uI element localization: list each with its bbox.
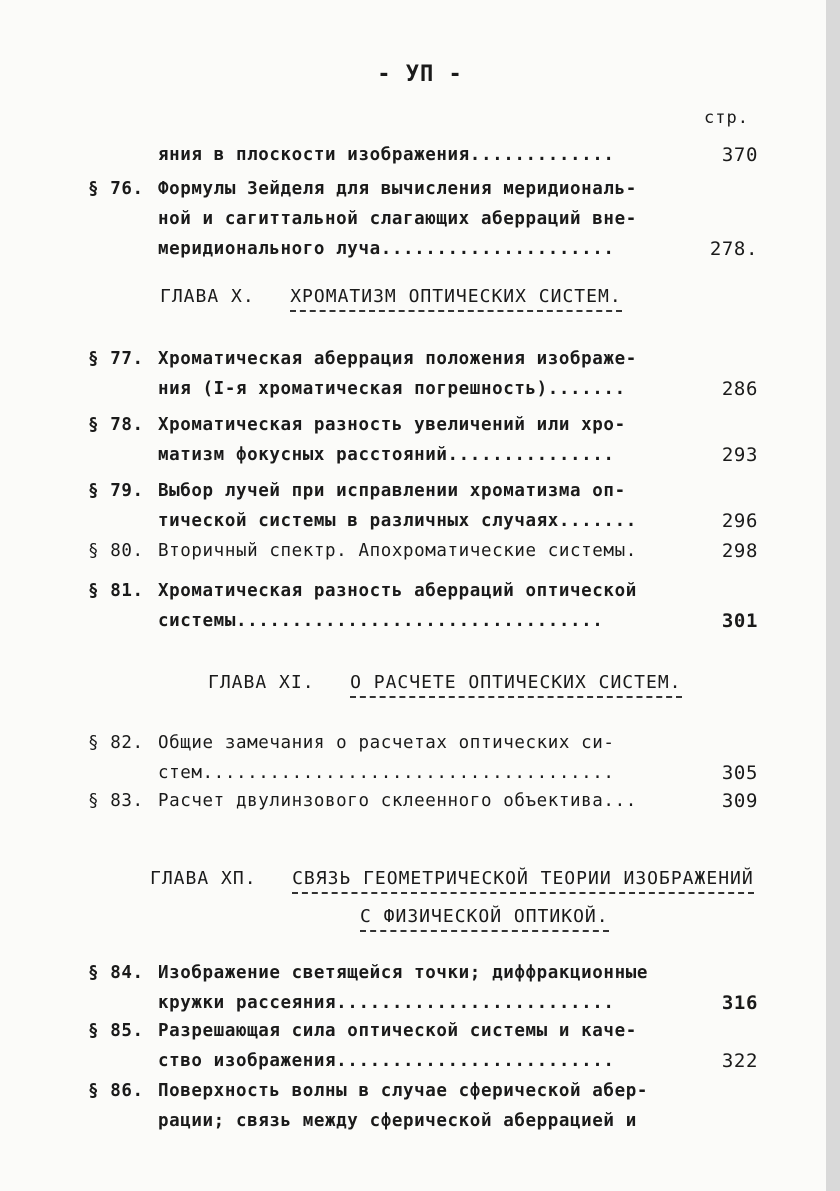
toc-entry: [88, 344, 758, 404]
section-number: § 85.: [88, 1021, 144, 1041]
toc-entry: [88, 476, 758, 536]
section-number: § 77.: [88, 349, 144, 369]
page-column-label: стр.: [704, 108, 749, 128]
chapter-heading-continuation: [360, 906, 609, 927]
section-number: § 81.: [88, 581, 144, 601]
entry-page: 322: [721, 1050, 758, 1072]
entry-page: 305: [721, 762, 758, 784]
chapter-heading: [150, 868, 754, 889]
toc-entry: [88, 1076, 758, 1136]
chapter-title: ХРОМАТИЗМ ОПТИЧЕСКИХ СИСТЕМ.: [290, 286, 621, 312]
entry-text: Поверхность волны в случае сферической абер- рации; связь между сферической аберрацией и: [158, 1081, 648, 1131]
entry-text: Изображение светящейся точки; диффракционные кружки рассеяния.........................: [158, 963, 648, 1013]
entry-page: 316: [721, 992, 758, 1014]
toc-entry: [88, 576, 758, 636]
toc-entry: [88, 140, 758, 170]
entry-text: Общие замечания о расчетах оптических си- стем.....................................: [158, 733, 615, 783]
entry-page: 286: [721, 378, 758, 400]
entry-page: 296: [721, 510, 758, 532]
toc-entry: [88, 410, 758, 470]
chapter-heading: [208, 672, 682, 693]
entry-text: Выбор лучей при исправлении хроматизма оп- тической системы в различных случаях.......: [158, 481, 637, 531]
entry-page: 309: [721, 790, 758, 812]
entry-text: Разрешающая сила оптической системы и каче- ство изображения.........................: [158, 1021, 637, 1071]
entry-page: 301: [721, 610, 758, 632]
chapter-title: СВЯЗЬ ГЕОМЕТРИЧЕСКОЙ ТЕОРИИ ИЗОБРАЖЕНИЙ: [292, 868, 754, 894]
entry-text: Расчет двулинзового склеенного объектива...: [158, 791, 637, 811]
section-number: § 76.: [88, 179, 144, 199]
entry-text: Формулы Зейделя для вычисления меридиональ- ной и сагиттальной слагающих аберраций вне- меридионального луча.....................: [158, 179, 637, 259]
chapter-label: ГЛАВА XП.: [150, 868, 257, 889]
section-number: § 82.: [88, 733, 144, 753]
entry-text: Хроматическая разность аберраций оптической системы.................................: [158, 581, 637, 631]
entry-text: Хроматическая аберрация положения изображе- ния (I-я хроматическая погрешность).......: [158, 349, 637, 399]
chapter-label: ГЛАВА XI.: [208, 672, 315, 693]
section-number: § 83.: [88, 791, 144, 811]
entry-page: 298: [721, 540, 758, 562]
chapter-heading: [160, 286, 622, 307]
section-number: § 79.: [88, 481, 144, 501]
entry-page: 370: [721, 144, 758, 166]
toc-entry: [88, 174, 758, 264]
chapter-title-line2: С ФИЗИЧЕСКОЙ ОПТИКОЙ.: [360, 906, 609, 932]
entry-page: 293: [721, 444, 758, 466]
entry-page: 278.: [709, 238, 758, 260]
entry-text: Вторичный спектр. Апохроматические системы.: [158, 541, 637, 561]
section-number: § 84.: [88, 963, 144, 983]
section-number: § 80.: [88, 541, 144, 561]
toc-entry: [88, 1016, 758, 1076]
section-number: § 86.: [88, 1081, 144, 1101]
toc-entry: [88, 958, 758, 1018]
toc-entry: [88, 536, 758, 566]
entry-text: яния в плоскости изображения.............: [158, 145, 615, 165]
entry-text: Хроматическая разность увеличений или хро- матизм фокусных расстояний...............: [158, 415, 626, 465]
page-number: - УП -: [377, 62, 463, 87]
toc-entry: [88, 786, 758, 816]
section-number: § 78.: [88, 415, 144, 435]
chapter-title: О РАСЧЕТЕ ОПТИЧЕСКИХ СИСТЕМ.: [350, 672, 681, 698]
chapter-label: ГЛАВА X.: [160, 286, 255, 307]
toc-entry: [88, 728, 758, 788]
